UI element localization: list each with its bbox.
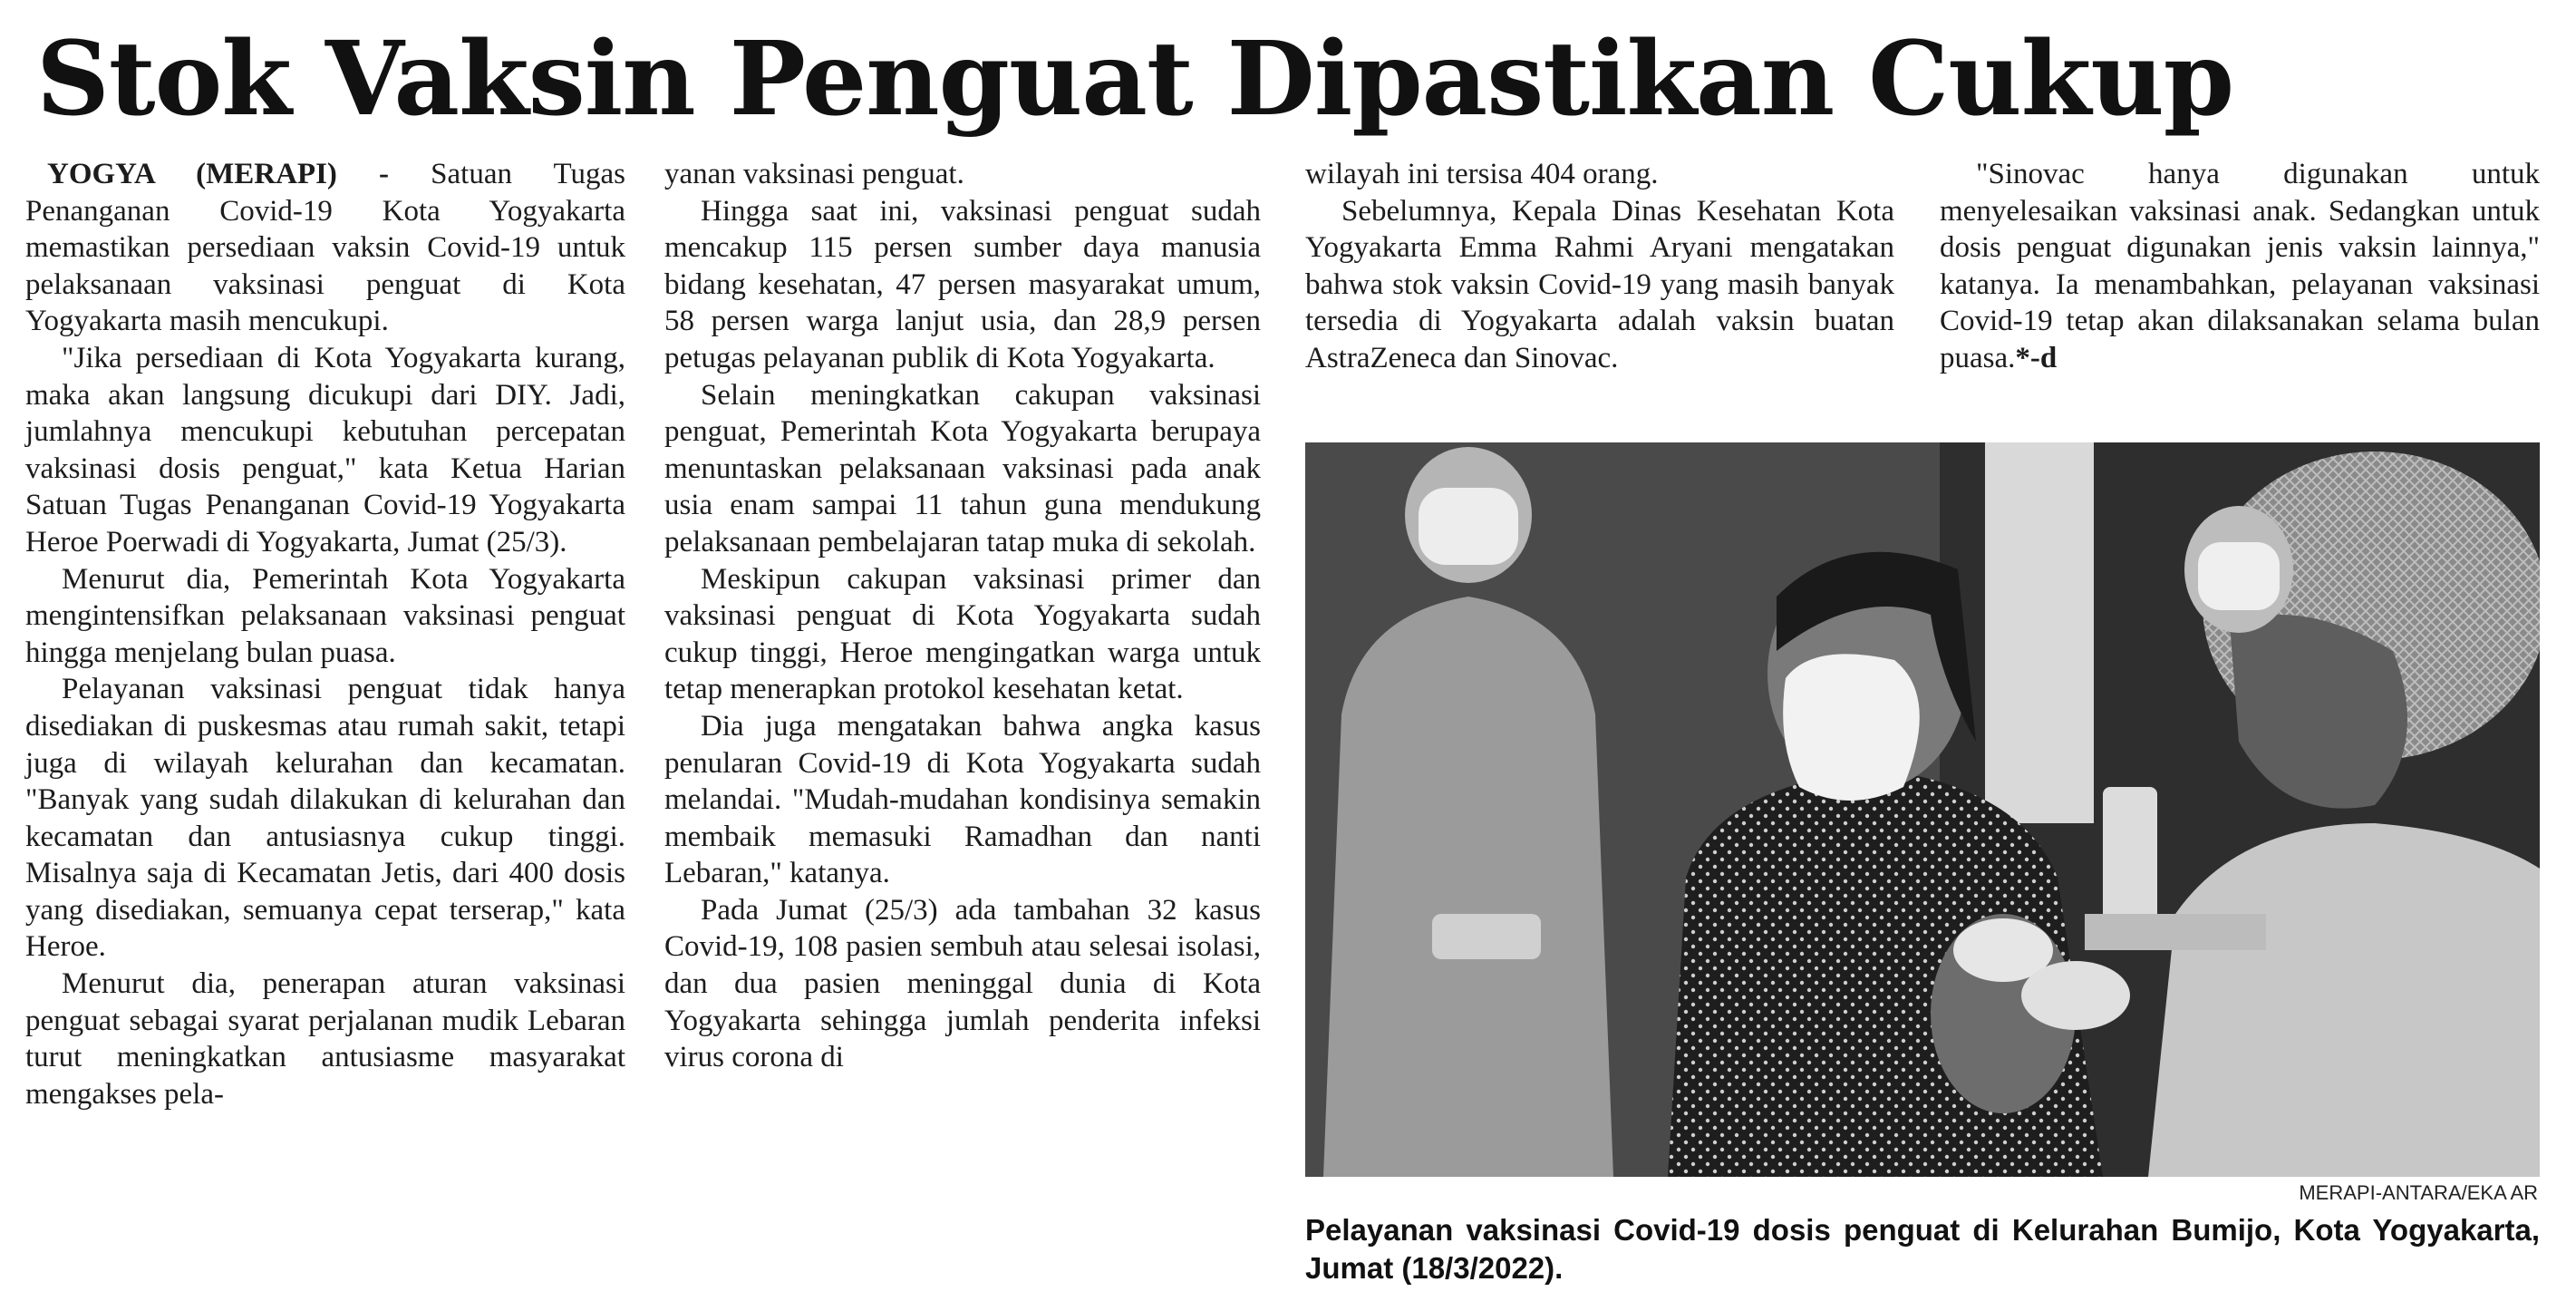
- article-column-1: [25, 156, 625, 1112]
- photo-caption: Pelayanan vaksinasi Covid-19 dosis penguat di Kelurahan Bumijo, Kota Yogyakarta, Jumat (18/3/2022).: [1305, 1213, 2540, 1285]
- article-paragraph: Selain meningkatkan cakupan vaksinasi penguat, Pemerintah Kota Yogyakarta berupaya menuntaskan pelaksanaan vaksinasi pada anak usia enam sampai 11 tahun guna mendukung pelaksanaan pembelajaran tatap muka di sekolah.: [664, 378, 1261, 558]
- article-paragraph: yanan vaksinasi penguat.: [664, 158, 964, 190]
- article-paragraph: Pelayanan vaksinasi penguat tidak hanya disediakan di puskesmas atau rumah sakit, tetapi juga di wilayah kelurahan dan kecamatan. "Banyak yang sudah dilakukan di kelurahan dan kecamatan dan antusiasnya cukup tinggi. Misalnya saja di Kecamatan Jetis, dari 400 dosis yang disediakan, semuanya cepat terserap," kata Heroe.: [25, 673, 625, 964]
- article-paragraph: Pada Jumat (25/3) ada tambahan 32 kasus Covid-19, 108 pasien sembuh atau selesai isolasi, dan dua pasien meninggal dunia di Kota Yogyakarta sehingga jumlah penderita infeksi virus corona di: [664, 893, 1261, 1074]
- article-paragraph: Meskipun cakupan vaksinasi primer dan vaksinasi penguat di Kota Yogyakarta sudah cukup tinggi, Heroe mengingatkan warga untuk tetap menerapkan protokol kesehatan ketat.: [664, 562, 1261, 706]
- headline: Stok Vaksin Penguat Dipastikan Cukup: [36, 20, 2234, 139]
- article-paragraph: Menurut dia, Pemerintah Kota Yogyakarta mengintensifkan pelaksanaan vaksinasi penguat hingga menjelang bulan puasa.: [25, 562, 625, 669]
- dateline: YOGYA (MERAPI) -: [47, 158, 390, 190]
- article-column-2: [664, 156, 1261, 1076]
- article-paragraph: "Jika persediaan di Kota Yogyakarta kurang, maka akan langsung dicukupi dari DIY. Jadi, jumlahnya mencukupi kebutuhan percepatan vaksinasi dosis penguat," kata Ketua Harian Satuan Tugas Penanganan Covid-19 Yogyakarta Heroe Poerwadi di Yogyakarta, Jumat (25/3).: [25, 341, 625, 558]
- article-paragraph: [25, 156, 625, 340]
- article-paragraph: wilayah ini tersisa 404 orang.: [1305, 158, 1659, 190]
- vaccination-photo-illustration: [1305, 442, 2540, 1177]
- paragraph-text: Satuan Tugas Penanganan Covid-19 Kota Yogyakarta memastikan persediaan vaksin Covid-19 untuk pelaksanaan vaksinasi penguat di Kota Yogyakarta masih mencukupi.: [25, 158, 625, 338]
- photo-credit: MERAPI-ANTARA/EKA AR: [2299, 1181, 2538, 1204]
- news-photo: [1305, 442, 2540, 1177]
- article-paragraph: Menurut dia, penerapan aturan vaksinasi penguat sebagai syarat perjalanan mudik Lebaran turut meningkatkan antusiasme masyarakat mengakses pela-: [25, 967, 625, 1111]
- paragraph-text: "Sinovac hanya digunakan untuk menyelesaikan vaksinasi anak. Sedangkan untuk dosis penguat digunakan jenis vaksin lainnya," katanya. Ia menambahkan, pelayanan vaksinasi Covid-19 tetap akan dilaksanakan selama bulan puasa.: [1940, 158, 2540, 374]
- article-column-4: [1940, 156, 2540, 377]
- article-paragraph: Hingga saat ini, vaksinasi penguat sudah mencakup 115 persen sumber daya manusia bidang kesehatan, 47 persen masyarakat umum, 58 persen warga lanjut usia, dan 28,9 persen petugas pelayanan publik di Kota Yogyakarta.: [664, 194, 1261, 374]
- article-paragraph: Sebelumnya, Kepala Dinas Kesehatan Kota Yogyakarta Emma Rahmi Aryani mengatakan bahwa stok vaksin Covid-19 yang masih banyak tersedia di Yogyakarta adalah vaksin buatan AstraZeneca dan Sinovac.: [1305, 194, 1894, 374]
- author-signoff: *-d: [2015, 341, 2058, 374]
- article-column-3: [1305, 156, 1894, 377]
- article-paragraph: Dia juga mengatakan bahwa angka kasus penularan Covid-19 di Kota Yogyakarta sudah melandai. "Mudah-mudahan kondisinya semakin membaik memasuki Ramadhan dan nanti Lebaran," katanya.: [664, 709, 1261, 890]
- article-paragraph: [1940, 156, 2540, 377]
